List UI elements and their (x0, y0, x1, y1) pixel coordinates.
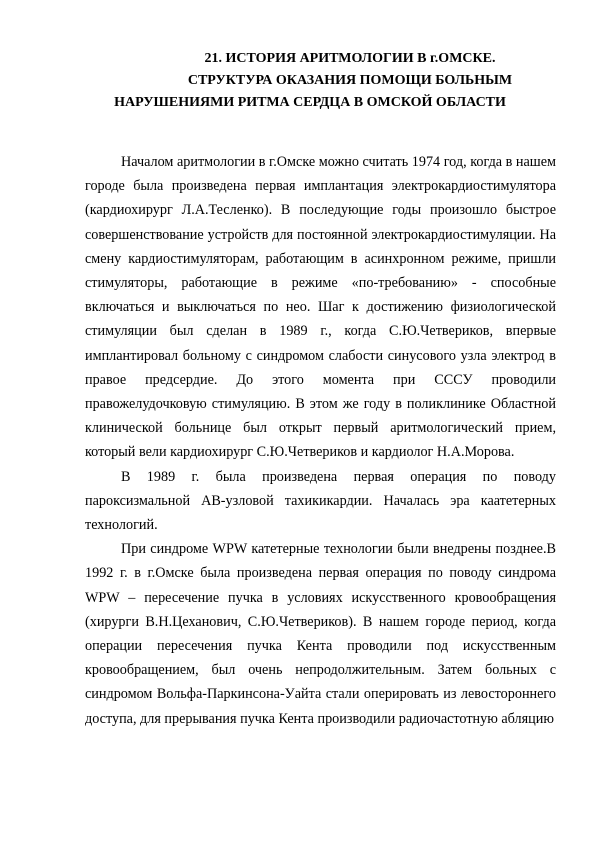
body-text (85, 150, 556, 731)
paragraph-3: При синдроме WPW катетерные технологии были внедрены позднее.В 1992 г. в г.Омске была произведена первая операция по поводу синдрома WPW – пересечение пучка в условиях искусственного кровообращения (хирурги В.Н.Цеханович, С.Ю.Четвериков). В нашем городе период, когда операции пересечения пучка Кента проводили под искусственным кровообращением, был очень непродолжительным. Затем больных с синдромом Вольфа-Паркинсона-Уайта стали оперировать из левостороннего доступа, для прерывания пучка Кента производили радиочастотную абляцию (85, 541, 556, 727)
paragraph-2: В 1989 г. была произведена первая операция по поводу пароксизмальной АВ-узловой тахикикардии. Началась эра каатетерных технологий. (85, 468, 556, 534)
paragraph-1: Началом аритмологии в г.Омске можно считать 1974 год, когда в нашем городе была произведена первая имплантация электрокардиостимулятора (кардиохирург Л.А.Тесленко). В последующие годы произошло быстрое совершенствование устройств для постоянной электрокардиостимуляции. На смену кардиостимуляторам, работающим в асинхронном режиме, пришли стимуляторы, работающие в режиме «по-требованию» - способные включаться и выключаться по нео. Шаг к достижению физиологической стимуляции был сделан в 1989 г., когда С.Ю.Четвериков, впервые имплантировал больному с синдромом слабости синусового узла электрод в правое предсердие. До этого момента при СССУ проводили правожелудочковую стимуляцию. В этом же году в поликлинике Областной клинической больнице был открыт первый аритмологический прием, который вели кардиохирург С.Ю.Четвериков и кардиолог Н.А.Морова. (85, 154, 556, 461)
heading-line-1: 21. ИСТОРИЯ АРИТМОЛОГИИ В г.ОМСКЕ. (204, 51, 496, 66)
heading-line-2: СТРУКТУРА ОКАЗАНИЯ ПОМОЩИ БОЛЬНЫМ (187, 73, 513, 88)
heading-line-3: НАРУШЕНИЯМИ РИТМА СЕРДЦА В ОМСКОЙ ОБЛАСТИ (114, 95, 506, 110)
